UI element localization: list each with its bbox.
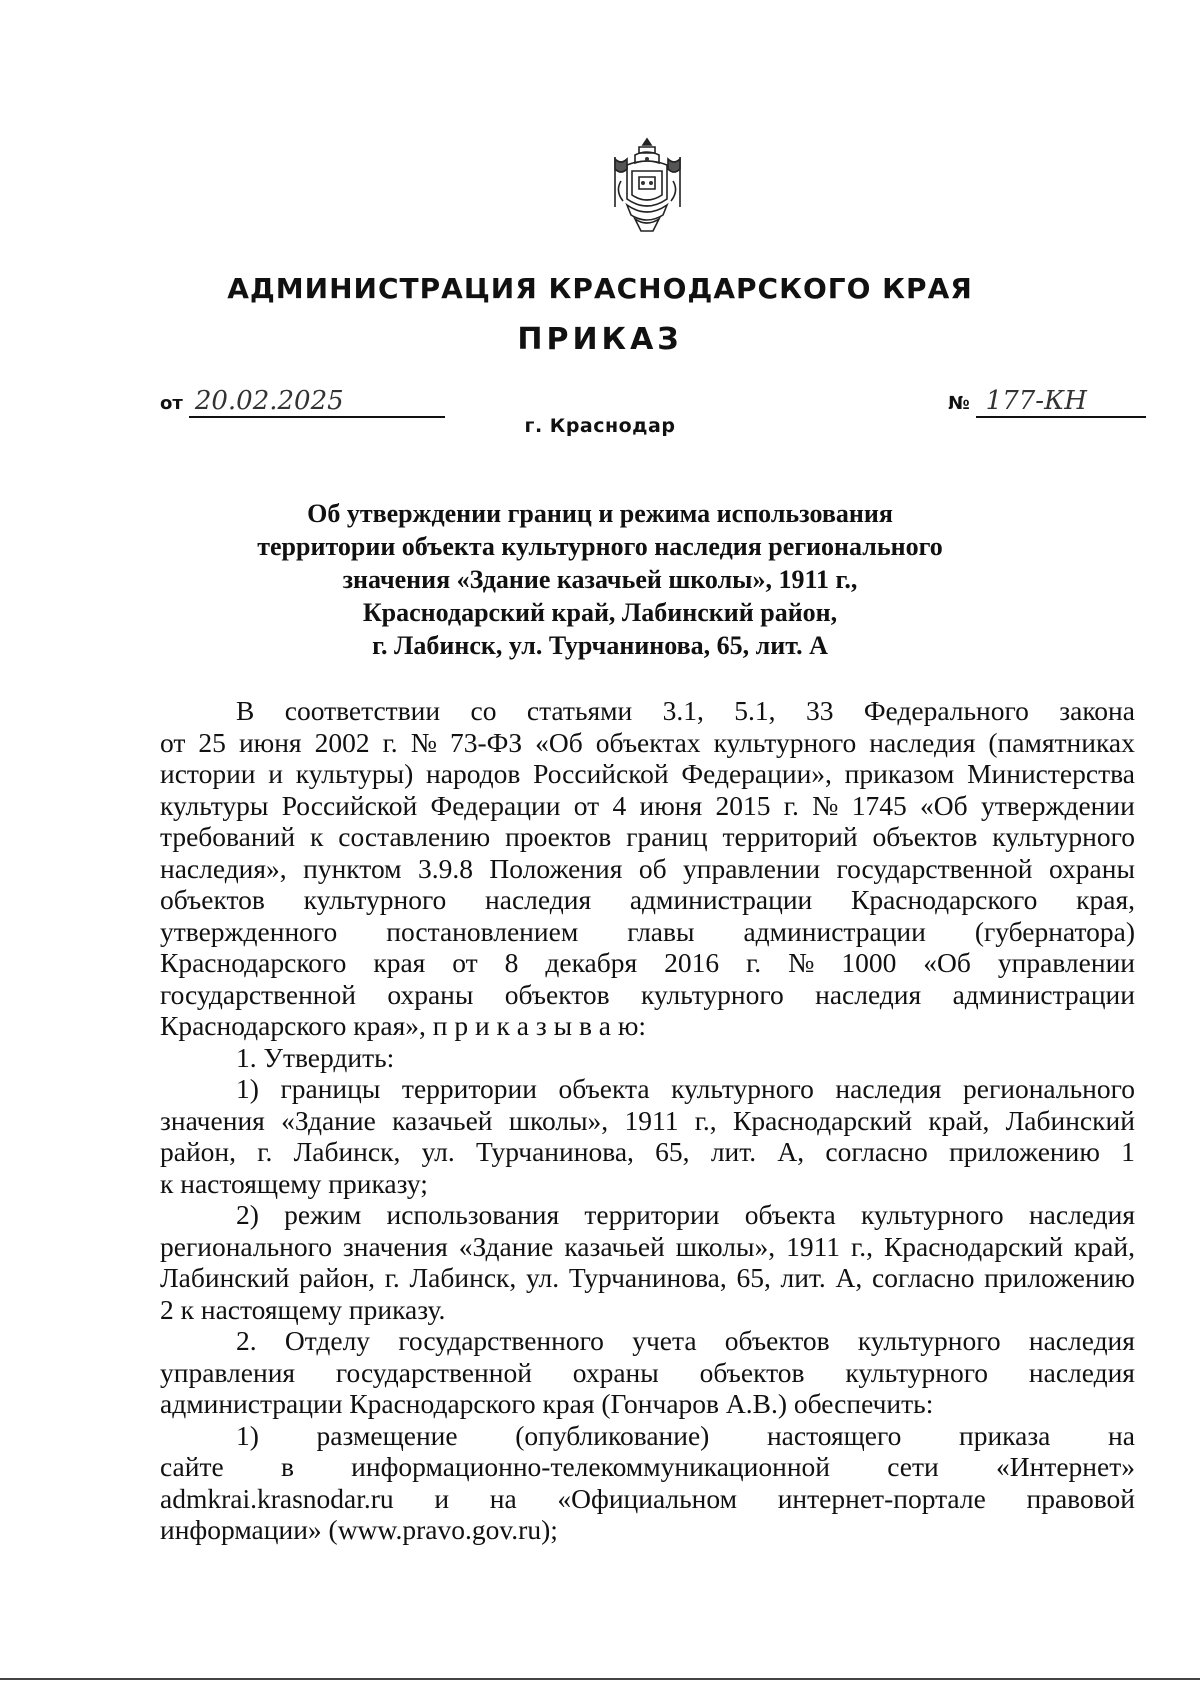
- word: 1000: [841, 947, 897, 978]
- word: наследия: [869, 726, 976, 758]
- word: «Здание: [458, 1230, 554, 1262]
- word: г.: [257, 1136, 273, 1167]
- word: Лабинский: [1005, 1104, 1135, 1136]
- word: г.: [783, 789, 799, 821]
- word: правовой: [1026, 1482, 1135, 1514]
- document-body: [160, 695, 1135, 1546]
- date-field: [189, 386, 445, 418]
- word: администрации: [629, 884, 813, 915]
- word: со: [470, 695, 497, 726]
- word: «Об: [920, 789, 968, 821]
- word: сети: [887, 1451, 939, 1482]
- word: 2015: [715, 789, 771, 821]
- title-line: территории объекта культурного наследия регионального: [257, 532, 943, 561]
- body-line: [160, 1199, 1135, 1231]
- word: 65,: [736, 1262, 771, 1293]
- word: казачьей: [564, 1230, 665, 1262]
- word: наследия: [1028, 1356, 1135, 1388]
- word: край,: [1074, 1230, 1135, 1262]
- word: школы»,: [675, 1230, 776, 1262]
- word: государственного: [398, 1325, 604, 1356]
- body-line: [160, 1105, 1135, 1137]
- word: сайте: [160, 1451, 224, 1482]
- body-line: [160, 1357, 1135, 1389]
- word: №: [812, 789, 839, 821]
- word: 2016: [664, 947, 720, 978]
- word: управлении: [997, 947, 1135, 978]
- number-prefix: №: [948, 393, 970, 414]
- word: Лабинск,: [409, 1262, 517, 1293]
- date-block: [160, 386, 445, 418]
- word: казачьей: [392, 1104, 493, 1136]
- word: 1911: [624, 1104, 679, 1136]
- body-line: 1. Утвердить:: [236, 1041, 395, 1073]
- word: 2.: [236, 1325, 257, 1356]
- word: (опубликование): [515, 1419, 710, 1451]
- word: на: [489, 1482, 517, 1514]
- word: г.: [384, 1262, 400, 1293]
- word: охраны: [1048, 852, 1135, 884]
- body-line: информации» (www.pravo.gov.ru);: [160, 1514, 558, 1545]
- word: к: [309, 821, 324, 852]
- word: объекта: [558, 1073, 650, 1104]
- word: управления: [160, 1356, 296, 1388]
- word: г.: [382, 726, 398, 758]
- body-line: [160, 1451, 1135, 1483]
- body-line: [160, 1262, 1135, 1294]
- word: на: [1108, 1419, 1135, 1451]
- word: культуры: [160, 789, 269, 821]
- word: «Здание: [281, 1104, 376, 1136]
- word: охраны: [387, 978, 474, 1010]
- word: 1): [236, 1073, 259, 1104]
- word: согласно: [825, 1136, 928, 1167]
- body-line: [160, 1231, 1135, 1263]
- word: 3.1,: [662, 695, 704, 726]
- word: (губернатора): [974, 915, 1135, 947]
- word: декабря: [545, 947, 638, 978]
- word: проектов: [505, 821, 612, 852]
- word: Российской: [533, 758, 669, 789]
- word: приложению: [949, 1136, 1100, 1167]
- document-type: ПРИКАЗ: [517, 322, 683, 357]
- body-line: к настоящему приказу;: [160, 1167, 428, 1199]
- word: г.,: [694, 1104, 717, 1136]
- word: культурного: [671, 1073, 814, 1104]
- word: Краснодарский: [883, 1230, 1064, 1262]
- word: наследия: [1028, 1199, 1135, 1230]
- body-line: [160, 1483, 1135, 1515]
- word: 65,: [655, 1136, 690, 1167]
- word: г.,: [851, 1230, 873, 1262]
- word: наследия: [485, 884, 592, 915]
- word: границы: [280, 1073, 381, 1104]
- word: края,: [1076, 884, 1135, 915]
- word: Министерства: [967, 758, 1135, 789]
- word: постановлением: [386, 915, 579, 947]
- word: 1): [236, 1419, 259, 1451]
- word: В: [236, 695, 255, 726]
- date-value: 20.02.2025: [194, 386, 344, 416]
- word: объектов: [160, 884, 265, 915]
- word: наследия: [815, 978, 922, 1010]
- body-line: Краснодарского края», п р и к а з ы в а ю:: [160, 1010, 647, 1041]
- number-value: 177-КН: [985, 386, 1087, 416]
- word: объектов: [699, 1356, 805, 1388]
- word: соответствии: [284, 695, 441, 726]
- word: культурного: [857, 1325, 1001, 1356]
- word: главы: [627, 915, 695, 947]
- word: июня: [639, 789, 703, 821]
- word: школы»,: [508, 1104, 609, 1136]
- body-line: [160, 979, 1135, 1011]
- title-line: г. Лабинск, ул. Турчанинова, 65, лит. А: [372, 631, 828, 660]
- word: территории: [401, 1073, 537, 1104]
- word: наследия»,: [160, 852, 287, 884]
- word: культуры): [295, 758, 414, 789]
- word: А,: [777, 1136, 805, 1167]
- word: согласно: [872, 1262, 975, 1293]
- word: admkrai.krasnodar.ru: [160, 1482, 394, 1514]
- word: Федерального: [863, 695, 1029, 726]
- word: культурного: [845, 1356, 989, 1388]
- word: регионального: [160, 1230, 332, 1262]
- word: утверждении: [980, 789, 1135, 821]
- word: территории: [584, 1199, 720, 1230]
- word: государственной: [160, 978, 356, 1010]
- word: приказом: [844, 758, 955, 789]
- date-prefix: от: [160, 393, 183, 414]
- title-line: значения «Здание казачьей школы», 1911 г.,: [342, 565, 858, 594]
- word: Лабинск,: [293, 1136, 401, 1167]
- word: №: [410, 726, 437, 758]
- word: «Интернет»: [995, 1451, 1135, 1482]
- word: 25: [198, 726, 226, 758]
- word: приложению: [984, 1262, 1135, 1293]
- word: режим: [284, 1199, 362, 1230]
- word: Федерации»,: [681, 758, 832, 789]
- word: 3.9.8: [418, 852, 473, 884]
- word: закона: [1059, 695, 1135, 726]
- body-line: [160, 758, 1135, 790]
- word: истории: [160, 758, 256, 789]
- body-line: 2 к настоящему приказу.: [160, 1293, 446, 1325]
- word: управлении: [682, 852, 821, 884]
- body-line: [160, 947, 1135, 979]
- word: об: [638, 852, 667, 884]
- word: «Об: [923, 947, 971, 978]
- word: район,: [299, 1262, 376, 1293]
- word: 5.1,: [734, 695, 776, 726]
- body-line: [160, 1325, 1135, 1357]
- word: пунктом: [303, 852, 402, 884]
- body-line: [160, 821, 1135, 853]
- word: Лабинский: [160, 1262, 290, 1293]
- word: составлению: [338, 821, 491, 852]
- body-line: [160, 1136, 1135, 1168]
- word: значения: [160, 1104, 265, 1136]
- word: г.: [746, 947, 762, 978]
- word: информационно-телекоммуникационной: [351, 1451, 831, 1482]
- word: Федерации: [430, 789, 561, 821]
- word: границ: [626, 821, 708, 852]
- word: размещение: [316, 1419, 458, 1451]
- word: №: [788, 947, 815, 978]
- word: 4: [612, 789, 627, 821]
- word: 1: [1121, 1136, 1135, 1167]
- body-line: [160, 727, 1135, 759]
- word: Краснодарский: [732, 1104, 913, 1136]
- word: 1911: [786, 1230, 841, 1262]
- word: регионального: [963, 1073, 1135, 1104]
- word: утвержденного: [160, 915, 338, 947]
- word: Турчанинова,: [476, 1136, 634, 1167]
- word: «Официальном: [557, 1482, 738, 1514]
- word: края: [373, 947, 426, 978]
- body-line: администрации Краснодарского края (Гончаров А.В.) обеспечить:: [160, 1388, 934, 1419]
- word: лит.: [710, 1136, 757, 1167]
- word: Отделу: [284, 1325, 371, 1356]
- word: 33: [805, 695, 834, 726]
- word: 8: [504, 947, 519, 978]
- word: 2): [236, 1199, 259, 1230]
- body-line: [160, 695, 1135, 727]
- word: требований: [160, 821, 296, 852]
- word: Российской: [281, 789, 418, 821]
- word: район,: [160, 1136, 237, 1167]
- word: администрации: [743, 915, 926, 947]
- word: объекта: [744, 1199, 836, 1230]
- word: от: [452, 947, 478, 978]
- word: лит.: [780, 1262, 826, 1293]
- word: государственной: [335, 1356, 532, 1388]
- body-line: [160, 790, 1135, 822]
- coat-of-arms-emblem: [605, 135, 690, 240]
- body-line: [160, 884, 1135, 916]
- word: охраны: [572, 1356, 659, 1388]
- word: культурного: [992, 821, 1135, 852]
- word: наследия: [835, 1073, 942, 1104]
- word: (памятниках: [988, 726, 1135, 758]
- body-line: [160, 853, 1135, 885]
- word: Турчанинова,: [568, 1262, 727, 1293]
- word: значения: [342, 1230, 448, 1262]
- word: настоящего: [766, 1419, 902, 1451]
- word: народов: [426, 758, 521, 789]
- word: ул.: [525, 1262, 560, 1293]
- number-block: [948, 386, 1146, 418]
- word: наследия: [1028, 1325, 1135, 1356]
- word: Краснодарского: [851, 884, 1038, 915]
- word: использования: [386, 1199, 560, 1230]
- word: объектов: [724, 1325, 830, 1356]
- body-line: [160, 916, 1135, 948]
- word: Положения: [489, 852, 623, 884]
- word: июня: [238, 726, 302, 758]
- word: объектов: [504, 978, 610, 1010]
- word: 1745: [851, 789, 907, 821]
- word: культурного: [713, 726, 857, 758]
- word: территорий: [722, 821, 858, 852]
- word: статьями: [526, 695, 633, 726]
- word: приказа: [958, 1419, 1051, 1451]
- word: культурного: [641, 978, 784, 1010]
- word: Краснодарского: [160, 947, 347, 978]
- title-line: Об утверждении границ и режима использования: [307, 499, 893, 528]
- bottom-rule: [0, 1678, 1200, 1680]
- word: и: [268, 758, 283, 789]
- word: от: [573, 789, 600, 821]
- word: объектов: [872, 821, 978, 852]
- word: культурного: [860, 1199, 1004, 1230]
- organization-name: АДМИНИСТРАЦИЯ КРАСНОДАРСКОГО КРАЯ: [227, 272, 973, 305]
- word: А,: [835, 1262, 863, 1293]
- city-name: г. Краснодар: [524, 415, 676, 437]
- word: «Об: [535, 726, 583, 758]
- word: и: [434, 1482, 450, 1514]
- number-field: [976, 386, 1146, 418]
- word: 73-ФЗ: [449, 726, 523, 758]
- title-line: Краснодарский край, Лабинский район,: [362, 598, 838, 627]
- word: культурного: [303, 884, 447, 915]
- word: от: [160, 726, 186, 758]
- word: 2002: [314, 726, 370, 758]
- body-line: [160, 1420, 1135, 1452]
- document-title: [200, 497, 1000, 662]
- word: в: [280, 1451, 294, 1482]
- body-line: [160, 1073, 1135, 1105]
- word: край,: [928, 1104, 990, 1136]
- word: государственной: [836, 852, 1033, 884]
- word: администрации: [952, 978, 1135, 1010]
- word: интернет-портале: [777, 1482, 986, 1514]
- word: ул.: [421, 1136, 455, 1167]
- word: объектах: [595, 726, 701, 758]
- word: учета: [632, 1325, 697, 1356]
